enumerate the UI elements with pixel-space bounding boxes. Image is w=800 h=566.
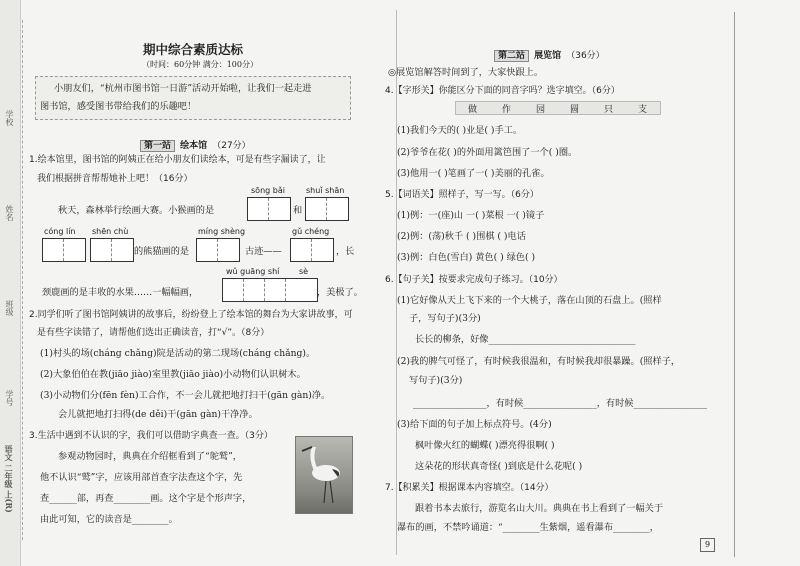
intro-line-2: 图书馆，感受图书带给我们的乐趣吧！ [40, 101, 197, 112]
station-2-intro: ◎展览馆解答时间到了，大家快跟上。 [388, 67, 544, 78]
char-6: 支 [638, 105, 648, 115]
q4-item-2[interactable]: (2)爷爷在花( )的外面用篱笆围了一个( )圈。 [397, 147, 578, 158]
q4-char-bank [455, 101, 661, 115]
pinyin-conglin: cóng lín [44, 227, 76, 236]
station-2-tag: 第二站 [494, 50, 529, 62]
q5-item-3[interactable]: (3)例：白色(雪白) 黄色( ) 绿色( ) [397, 252, 536, 263]
page-title: 期中综合素质达标 [143, 42, 244, 57]
number-label: 学号 [5, 390, 14, 406]
station-1-header [140, 133, 251, 152]
book-label: 语文 二年级 上(R) [4, 445, 14, 513]
answer-box-shuishan[interactable] [305, 197, 349, 221]
q6-item-3b[interactable]: 这朵花的形状真奇怪( )到底是什么花呢( ) [415, 461, 583, 472]
q6-item-2-answer[interactable]: ________________，有时候________________，有时候________________ [413, 398, 707, 409]
q6-item-2: (2)我的脾气可怪了，有时候我很温和，有时候我却很暴躁。(照样子， [397, 356, 681, 367]
q1-text-2c: ，长 [336, 246, 355, 257]
q3-text-4[interactable]: 由此可知，它的读音是________。 [40, 514, 178, 525]
pinyin-se: sè [299, 267, 309, 276]
char-4: 圆 [570, 105, 580, 115]
intro-line-1: 小朋友们，“杭州市图书馆一日游”活动开始啦，让我们一起走进 [54, 83, 312, 94]
q1-text-3b: ，美极了。 [317, 287, 363, 298]
pinyin-mingsheng: míng shèng [198, 227, 246, 236]
answer-box-gucheng[interactable] [290, 238, 334, 262]
q6-item-3a[interactable]: 枫叶像火红的蝴蝶( )漂亮得很啊( ) [415, 440, 555, 451]
page-number: 9 [700, 538, 715, 552]
q2-item-2[interactable]: (2)大象伯伯在教(jiāo jiào)室里教(jiāo jiào)小动物们认识树木。 [40, 369, 306, 380]
stork-photo [295, 436, 353, 514]
binding-strip [0, 0, 21, 566]
q3-line: 3.生活中遇到不认识的字，我们可以借助字典查一查。（3分） [29, 431, 273, 441]
answer-box-mingsheng[interactable] [196, 238, 240, 262]
q4-line: 4.【字形关】你能区分下面的同音字吗？选字填空。（6分） [385, 86, 620, 96]
q7-text-1: 跟着书本去旅行，游览名山大川。典典在书上看到了一幅关于 [415, 503, 664, 514]
pinyin-shenchu: shēn chù [92, 227, 129, 236]
q2-line-2: 是有些字读错了，请帮他们选出正确读音，打“√”。（8分） [37, 328, 270, 338]
q1-text-2a: 的熊猫画的是 [134, 246, 190, 257]
q5-item-2[interactable]: (2)例：(荡)秋千 ( )围棋 ( )电话 [397, 231, 526, 242]
page-edge [734, 12, 735, 557]
answer-box-shenchu[interactable] [90, 238, 134, 262]
q1-line-2: 我们根据拼音帮帮她补上吧！（16分） [37, 174, 193, 184]
q4-item-3[interactable]: (3)他用一( )笔画了一( )美丽的孔雀。 [397, 168, 550, 179]
q6-item-1-answer[interactable]: 长长的柳条，好像________________________________ [415, 334, 636, 345]
q3-text-2: 他不认识“鹫”字，应该用部首查字法查这个字，先 [40, 472, 243, 483]
q7-text-2[interactable]: 瀑布的画，不禁吟诵道：“________生紫烟，遥看瀑布________， [397, 522, 659, 533]
q3-text-3[interactable]: 查______部，再查________画。这个字是个形声字， [40, 493, 252, 504]
pinyin-gucheng: gǔ chéng [292, 227, 330, 236]
q6-item-2b: 写句子)(3分) [409, 375, 463, 386]
q3-text-1: 参观动物园时，典典在介绍框看到了“鸵鹫”， [58, 451, 242, 462]
q1-text-1b: 和 [293, 205, 303, 216]
page-subtitle: （时间：60分钟 满分：100分） [142, 60, 258, 69]
q1-text-1a: 秋天，森林举行绘画大赛。小猴画的是 [58, 205, 215, 216]
class-label: 班级 [5, 300, 14, 316]
char-1: 做 [468, 105, 478, 115]
q5-line: 5.【词语关】照样子，写一写。（6分） [385, 190, 539, 200]
answer-box-conglin[interactable] [42, 238, 86, 262]
q1-line-1: 1.绘本馆里，图书馆的阿姨正在给小朋友们读绘本，可是有些字漏读了，让 [29, 155, 326, 165]
school-label: 学校 [5, 110, 14, 126]
station-1-name: 绘本馆 [180, 141, 208, 151]
cut-line [22, 20, 31, 540]
station-2-name: 展览馆 [534, 51, 562, 61]
q6-item-1b: 子，写句子)(3分) [409, 313, 481, 324]
station-2-score: （36分） [566, 51, 605, 61]
q2-item-3b[interactable]: 会儿就把地打扫得(de děi)干(gān gàn)干净净。 [58, 409, 258, 420]
answer-box-wuguangshise[interactable] [222, 278, 318, 302]
station-1-score: （27分） [212, 141, 251, 151]
q2-item-3[interactable]: (3)小动物们分(fēn fèn)工合作，不一会儿就把地打扫干(gān gàn)净。 [40, 390, 331, 401]
station-1-tag: 第一站 [140, 140, 175, 152]
pinyin-wuguang: wǔ guāng shí [226, 267, 280, 276]
q1-text-2b: 古迹—— [245, 246, 282, 257]
q2-item-1[interactable]: (1)村头的场(cháng chǎng)院是活动的第二现场(cháng chǎng)。 [40, 348, 316, 359]
q2-line-1: 2.同学们听了图书馆阿姨讲的故事后，纷纷登上了绘本馆的舞台为大家讲故事，可 [29, 310, 353, 320]
char-3: 园 [536, 105, 546, 115]
q6-item-1: (1)它好像从天上飞下来的一个大桃子，落在山顶的石盘上。(照样 [397, 295, 662, 306]
q6-line: 6.【句子关】按要求完成句子练习。（10分） [385, 275, 563, 285]
q6-item-3: (3)给下面的句子加上标点符号。(4分) [397, 419, 552, 430]
station-2-header [494, 43, 605, 62]
name-label: 姓名 [5, 205, 14, 221]
char-2: 作 [502, 105, 512, 115]
q5-item-1[interactable]: (1)例：一(座)山 一( )菜根 一( )镜子 [397, 210, 545, 221]
char-5: 只 [604, 105, 614, 115]
answer-box-songbai[interactable] [247, 197, 291, 221]
intro-box [35, 76, 351, 120]
pinyin-songbai: sōng bǎi [251, 186, 285, 195]
q7-line: 7.【积累关】根据课本内容填空。（14分） [385, 483, 554, 493]
q4-item-1[interactable]: (1)我们今天的( )业是( )手工。 [397, 125, 523, 136]
pinyin-shuishan: shuǐ shān [306, 186, 345, 195]
q1-text-3a: 颈鹿画的是丰收的水果……一幅幅画， [42, 287, 199, 298]
